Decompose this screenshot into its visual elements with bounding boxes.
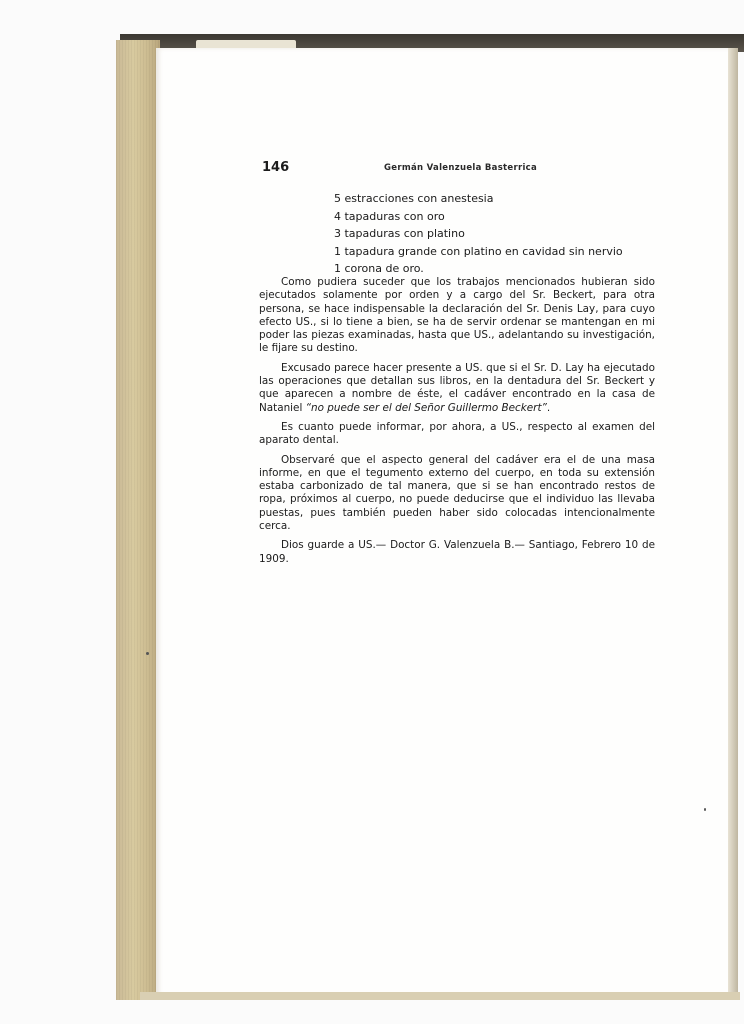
page-bottom-edge [140,992,740,1000]
list-item: 4 tapaduras con oro [334,209,445,223]
list-item: 1 corona de oro. [334,262,424,276]
paragraph-2-text: Excusado parece hacer presente a US. que si el Sr. D. Lay ha ejecutado las operaciones que detallan sus libros, en la dentadura del Sr. Beckert y que aparecen a nombre de éste, el cadáver encontrado en la casa de Nataniel [259,361,655,414]
dental-work-list [334,190,674,278]
list-item: 1 tapadura grande con platino en cavidad sin nervio [334,244,623,258]
running-head: Germán Valenzuela Basterrica [384,163,538,173]
paragraph-3: Es cuanto puede informar, por ahora, a US., respecto al examen del aparato dental. [259,420,655,447]
paragraph-5: Dios guarde a US.— Doctor G. Valenzuela B.— Santiago, Febrero 10 de 1909. [259,539,655,565]
paragraph-4: Observaré que el aspecto general del cadáver era el de una masa informe, en que el tegumento externo del cuerpo, en toda su extensión estaba carbonizado de tal manera, que si se han encontrado restos de ropa, próximos al cuerpo, no puede deducirse que el individuo las llevaba puestas, pues también pueden haber sido colocadas intencionalmente cerca. [259,453,655,533]
page-edges [116,40,160,1000]
list-item: 3 tapaduras con platino [334,227,465,241]
page-number: 146 [262,160,290,175]
page-right-edge [728,48,738,996]
paragraph-2-end: . [546,401,551,414]
paragraph-2 [259,362,655,415]
body-text [259,276,655,572]
list-item: 5 estracciones con anestesia [334,192,494,205]
paragraph-2-quote: “no puede ser el del Señor Guillermo Beckert” [305,401,547,414]
paragraph-1: Como pudiera suceder que los trabajos mencionados hubieran sido ejecutados solamente por orden y a cargo del Sr. Beckert, para otra persona, se hace indispensable la declaración del Sr. Denis Lay, para cuyo efecto US., si lo tiene a bien, se ha de servir ordenar se mantengan en mi poder las piezas examinadas, hasta que US., adelantando su investigación, le fijare su destino. [259,276,655,355]
